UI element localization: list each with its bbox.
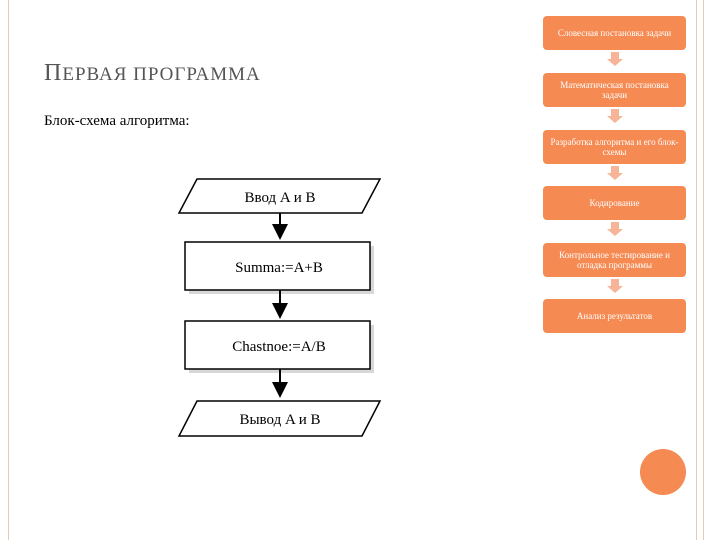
flowchart-division-label: Chastnoe:=A/B <box>232 339 326 355</box>
stage-arrow-4 <box>607 222 623 236</box>
stage-arrow-5 <box>607 279 623 293</box>
stage-coding: Кодирование <box>543 186 686 220</box>
flowchart-input-label: Ввод A и B <box>244 190 316 206</box>
stage-results-analysis: Анализ результатов <box>543 299 686 333</box>
stage-arrow-2 <box>607 109 623 123</box>
flowchart-sum-label: Summa:=A+B <box>235 260 323 276</box>
slide-title-rest: ЕРВАЯ ПРОГРАММА <box>62 64 261 85</box>
stage-verbal-statement: Словесная постановка задачи <box>543 16 686 50</box>
flowchart-output-label: Вывод A и B <box>239 412 321 428</box>
stage-arrow-1 <box>607 52 623 66</box>
stage-algorithm-design: Разработка алгоритма и его блок-схемы <box>543 130 686 164</box>
stage-testing-debugging: Контрольное тестирование и отладка программы <box>543 243 686 277</box>
slide-title-first-letter: П <box>44 60 63 86</box>
stage-arrow-3 <box>607 166 623 180</box>
stage-math-statement: Математическая постановка задачи <box>543 73 686 107</box>
slide-subtitle: Блок-схема алгоритма: <box>44 113 190 129</box>
decorative-circle <box>640 449 686 495</box>
